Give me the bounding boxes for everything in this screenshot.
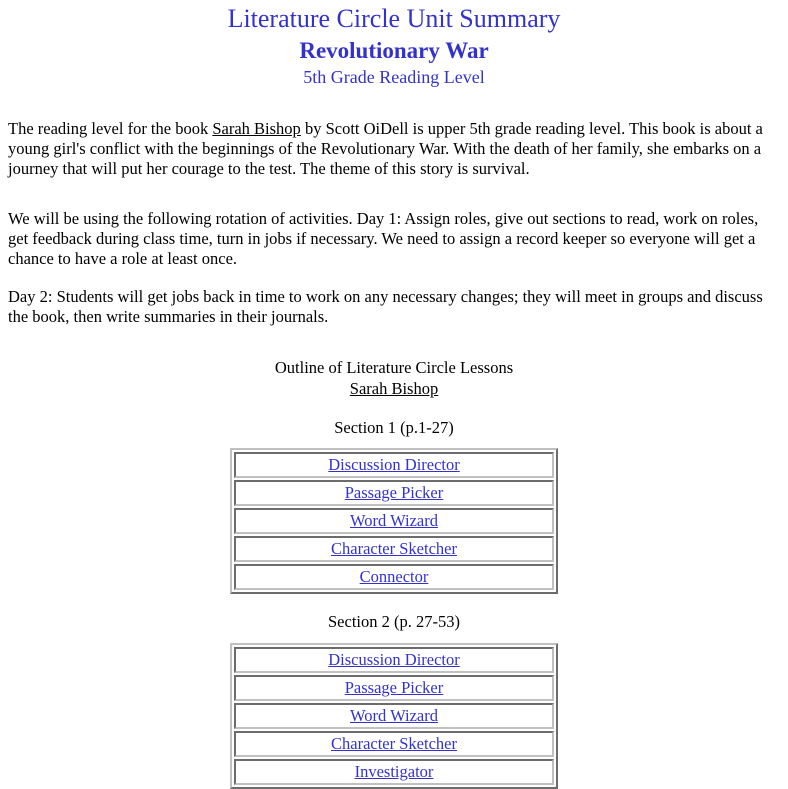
spacer [8,633,780,643]
role-link-discussion-director[interactable]: Discussion Director [328,455,460,475]
role-link-word-wizard[interactable]: Word Wizard [350,511,438,531]
role-link-character-sketcher[interactable]: Character Sketcher [331,733,457,753]
intro-paragraph-3: Day 2: Students will get jobs back in time to work on any necessary changes; they will meet in groups and discuss the book, then write summaries in their journals. [8,286,763,326]
outline-heading [8,357,780,400]
spacer [8,400,780,417]
role-cell[interactable] [234,675,554,701]
role-cell[interactable] [234,480,554,506]
book-title-inline: Sarah Bishop [212,118,301,138]
intro-para1-rest: by Scott OiDell is upper 5th grade reading level. This book is about a young girl's conflict with the beginnings of the Revolutionary War. With the death of her family, she embarks on a journey that will put her courage to the test. The theme of this story is survival. [8,118,763,179]
intro-para1-lead: The reading level for the book [8,118,213,138]
role-cell[interactable] [234,647,554,673]
table-row [234,452,554,478]
table-row [234,508,554,534]
role-cell[interactable] [234,564,554,590]
table-row [234,480,554,506]
spacer [8,327,780,357]
role-link-word-wizard[interactable]: Word Wizard [350,705,438,725]
table-row [234,759,554,785]
role-link-passage-picker[interactable]: Passage Picker [344,677,444,697]
section-1-roles-table [230,448,558,594]
spacer [8,270,780,287]
role-cell[interactable] [234,452,554,478]
table-row [234,703,554,729]
outline-heading-text: Outline of Literature Circle Lessons [274,357,514,377]
role-link-character-sketcher[interactable]: Character Sketcher [331,539,457,559]
role-cell[interactable] [234,703,554,729]
table-row [234,675,554,701]
role-cell[interactable] [234,508,554,534]
table-row [234,731,554,757]
intro-paragraph-2: We will be using the following rotation of activities. Day 1: Assign roles, give out sections to read, work on roles, get feedback during class time, turn in jobs if necessary. We need to assign a record keeper so everyone will get a chance to have a role at least once. [8,209,759,269]
section-1-label: Section 1 (p.1-27) [334,417,454,437]
role-cell[interactable] [234,759,554,785]
outline-book-title: Sarah Bishop [349,379,439,399]
role-cell[interactable] [234,536,554,562]
table-row [234,564,554,590]
section-2-table-wrapper [8,643,780,789]
intro-paragraph-1 [8,119,780,179]
page-title: Literature Circle Unit Summary [227,4,561,33]
spacer [8,179,780,209]
spacer [8,89,780,119]
role-link-connector[interactable]: Connector [359,567,429,587]
section-2-label: Section 2 (p. 27-53) [328,612,460,632]
page-header [8,0,780,89]
role-link-investigator[interactable]: Investigator [354,761,434,781]
table-row [234,647,554,673]
section-1-table-wrapper [8,448,780,594]
page-subtitle: Revolutionary War [299,37,489,63]
spacer [8,438,780,448]
page-subtitle-secondary: 5th Grade Reading Level [303,67,485,88]
role-cell[interactable] [234,731,554,757]
role-link-discussion-director[interactable]: Discussion Director [328,649,460,669]
section-2-roles-table [230,643,558,789]
table-row [234,536,554,562]
spacer [8,594,780,611]
role-link-passage-picker[interactable]: Passage Picker [344,483,444,503]
